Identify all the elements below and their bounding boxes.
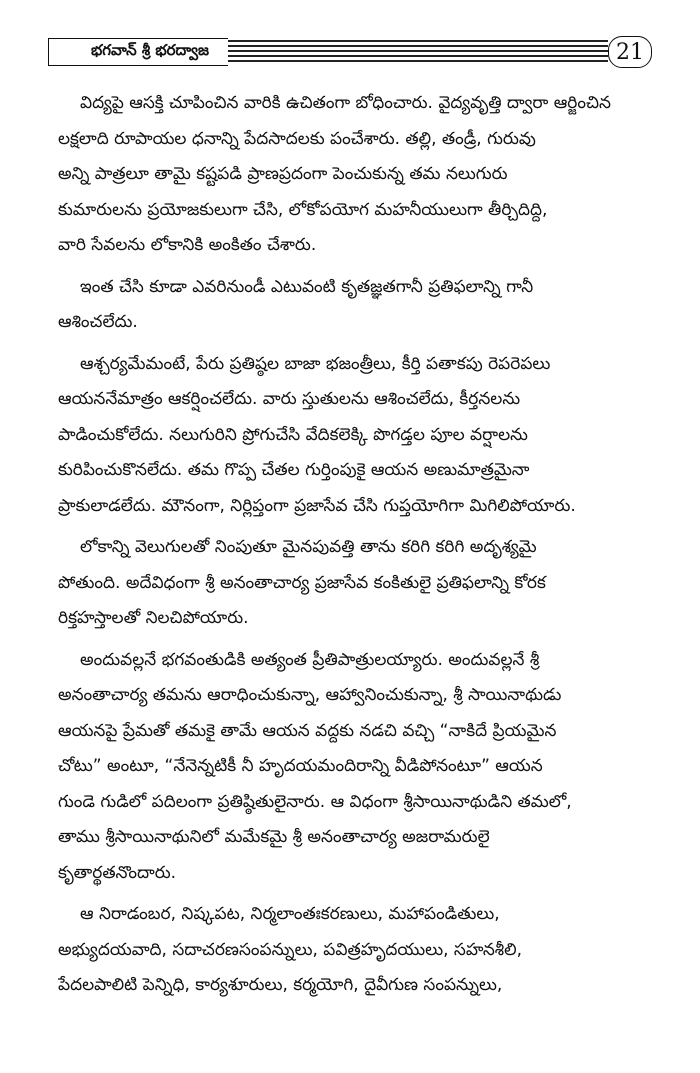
text-line: తాము శ్రీసాయినాథునిలో మమేకమై శ్రీ అనంతాచార్య అజరామరులై [58, 827, 490, 847]
paragraph [58, 347, 650, 525]
page-number: 21 [608, 36, 652, 68]
text-line: ప్రాకులాడలేదు. మౌనంగా, నిర్లిప్తంగా ప్రజాసేవ చేసి గుప్తయోగిగా మిగిలిపోయారు. [58, 495, 576, 516]
text-line: పేదలపాలిటి పెన్నిధి, కార్యశూరులు, కర్మయోగి, దైవీగుణ సంపన్నులు, [58, 975, 503, 995]
text-line: అందువల్లనే భగవంతుడికి అత్యంత ప్రీతిపాత్రులయ్యారు. అందువల్లనే శ్రీ [80, 649, 540, 670]
text-line: ఆ నిరాడంబర, నిష్కపట, నిర్మలాంతఃకరణులు, మహాపండితులు, [80, 904, 500, 924]
text-line: ఆశించలేదు. [58, 312, 138, 332]
text-line: అన్ని పాత్రలూ తామై కష్టపడి ప్రాణప్రదంగా పెంచుకున్న తమ నలుగురు [58, 164, 508, 184]
text-line: ఆయననేమాత్రం ఆకర్షించలేదు. వారు స్తుతులను ఆశించలేదు, కీర్తనలను [58, 389, 521, 409]
body-text [58, 86, 650, 1010]
text-line: లక్షలాది రూపాయల ధనాన్ని పేదసాదలకు పంచేశారు. తల్లి, తండ్రీ, గురువు [58, 128, 536, 149]
text-line: రిక్తహస్తాలతో నిలచిపోయారు. [58, 608, 249, 628]
paragraph [58, 530, 650, 637]
text-line: చోటు” అంటూ, “నేనెన్నటికీ నీ హృదయమందిరాన్ని వీడిపోనంటూ” ఆయన [58, 756, 543, 776]
running-title: భగవాన్ శ్రీ భరద్వాజ [48, 38, 228, 66]
text-line: అనంతాచార్య తమను ఆరాధించుకున్నా, ఆహ్వానించుకున్నా, శ్రీ సాయినాథుడు [58, 685, 562, 705]
text-line: లోకాన్ని వెలుగులతో నింపుతూ మైనపువత్తి తాను కరిగి కరిగి అదృశ్యమై [80, 537, 537, 557]
paragraph [58, 270, 650, 341]
text-line: వారి సేవలను లోకానికి అంకితం చేశారు. [58, 235, 317, 255]
text-line: కురిపించుకొనలేదు. తమ గొప్ప చేతల గుర్తింపుకై ఆయన అణుమాత్రమైనా [58, 460, 530, 480]
header-rules [228, 40, 608, 66]
text-line: విద్యపై ఆసక్తి చూపించిన వారికి ఉచితంగా బోధించారు. వైద్యవృత్తి ద్వారా ఆర్జించిన [80, 93, 611, 113]
text-line: ఇంత చేసి కూడా ఎవరినుండీ ఎటువంటి కృతజ్ఞతగానీ ప్రతిఫలాన్ని గానీ [80, 276, 534, 297]
text-line: పాడించుకోలేదు. నలుగురిని ప్రోగుచేసి వేదికలెక్కి పొగడ్తల పూల వర్షాలను [58, 424, 528, 445]
paragraph [58, 897, 650, 1004]
text-line: గుండె గుడిలో పదిలంగా ప్రతిష్ఠితులైనారు. ఆ విధంగా శ్రీసాయినాథుడిని తమలో, [58, 791, 572, 812]
paragraph [58, 643, 650, 892]
text-line: ఆయనపై ప్రేమతో తమకై తామే ఆయన వద్దకు నడచి వచ్చి “నాకిదే ప్రియమైన [58, 720, 557, 741]
text-line: కృతార్థతనొందారు. [58, 862, 177, 883]
text-line: పోతుంది. అదేవిధంగా శ్రీ అనంతాచార్య ప్రజాసేవ కంకితులై ప్రతిఫలాన్ని కోరక [58, 572, 546, 593]
text-line: అభ్యుదయవాది, సదాచరణసంపన్నులు, పవిత్రహృదయులు, సహనశీలి, [58, 939, 523, 960]
paragraph [58, 86, 650, 264]
text-line: ఆశ్చర్యమేమంటే, పేరు ప్రతిష్ఠల బాజా భజంత్రీలు, కీర్తి పతాకపు రెపరెపలు [80, 353, 551, 374]
page-header [48, 38, 652, 68]
text-line: కుమారులను ప్రయోజకులుగా చేసి, లోకోపయోగ మహనీయులుగా తీర్చిదిద్ది, [58, 199, 548, 220]
